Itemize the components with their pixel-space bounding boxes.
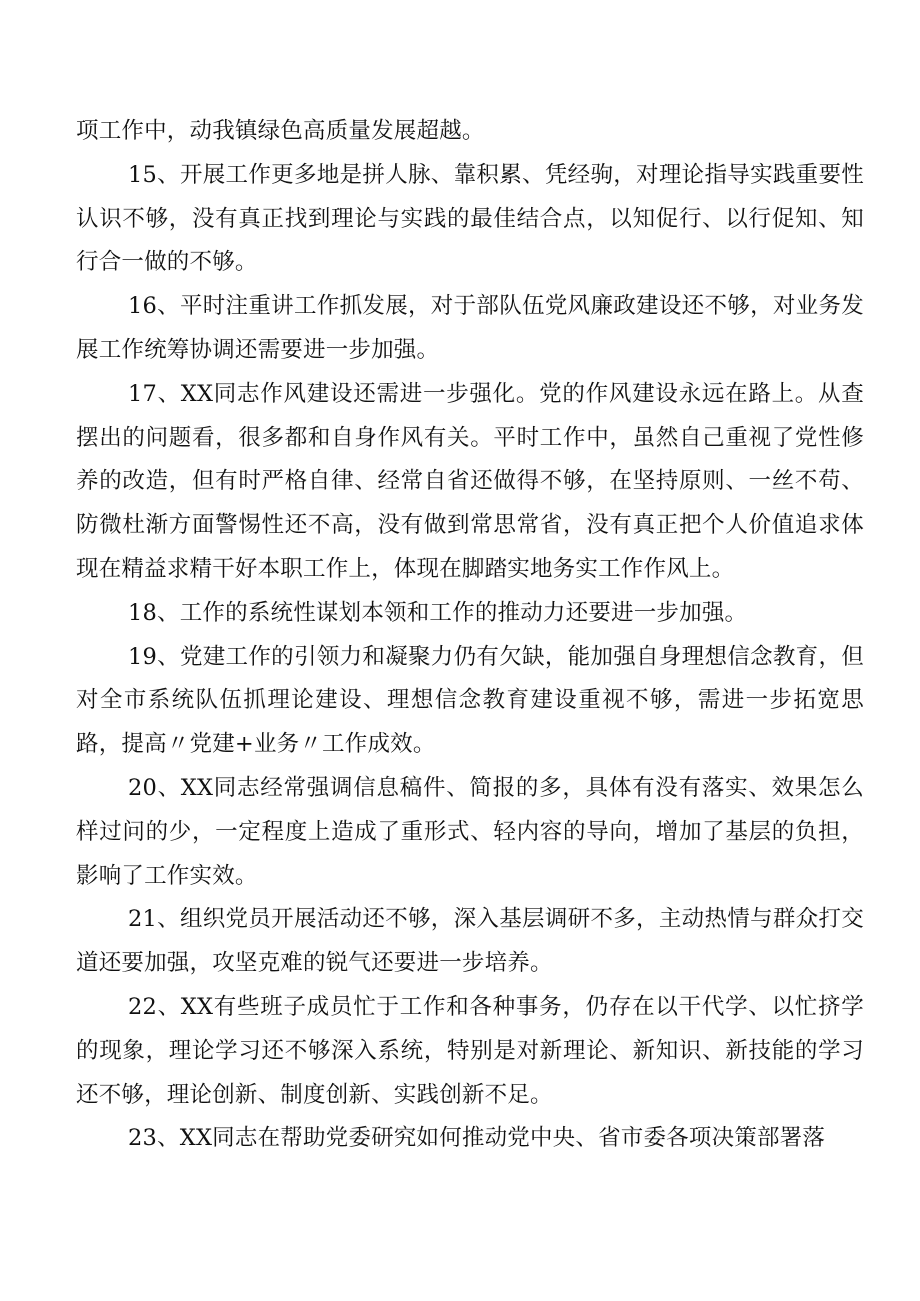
paragraph-item-15: 15、开展工作更多地是拼人脉、靠积累、凭经驹，对理论指导实践重要性认识不够，没有真正找到理论与实践的最佳结合点，以知促行、以行促知、知行合一做的不够。: [76, 161, 864, 276]
paragraph-continuation: 项工作中，动我镇绿色高质量发展超越。: [76, 118, 485, 144]
paragraph-item-23: 23、XX同志在帮助党委研究如何推动党中央、省市委各项决策部署落: [128, 1125, 826, 1152]
paragraph-item-17: 17、XX同志作风建设还需进一步强化。党的作风建设永远在路上。从查摆出的问题看，很多都和自身作风有关。平时工作中，虽然自己重视了党性修养的改造，但有时严格自律、经常自省还做得不够，在坚持原则、一丝不苟、防微杜渐方面警惕性还不高，没有做到常思常省，没有真正把个人价值追求体现在精益求精干好本职工作上，体现在脚踏实地务实工作作风上。: [76, 380, 864, 582]
paragraph-item-20: 20、XX同志经常强调信息稿件、简报的多，具体有没有落实、效果怎么样过问的少，一定程度上造成了重形式、轻内容的导向，增加了基层的负担，影响了工作实效。: [76, 774, 864, 889]
paragraph-item-16: 16、平时注重讲工作抓发展，对于部队伍党风廉政建设还不够，对业务发展工作统筹协调还需要进一步加强。: [76, 293, 864, 363]
paragraph-item-21: 21、组织党员开展活动还不够，深入基层调研不多，主动热情与群众打交道还要加强，攻坚克难的锐气还要进一步培养。: [76, 906, 864, 977]
paragraph-item-18: 18、工作的系统性谋划本领和工作的推动力还要进一步加强。: [128, 599, 748, 626]
paragraph-item-19: 19、党建工作的引领力和凝聚力仍有欠缺，能加强自身理想信念教育，但对全市系统队伍抓理论建设、理想信念教育建设重视不够，需进一步拓宽思路，提高〃党建+业务〃工作成效。: [76, 643, 864, 758]
paragraph-item-22: 22、XX有些班子成员忙于工作和各种事务，仍存在以干代学、以忙挤学的现象，理论学习还不够深入系统，特别是对新理论、新知识、新技能的学习还不够，理论创新、制度创新、实践创新不足。: [76, 993, 864, 1108]
